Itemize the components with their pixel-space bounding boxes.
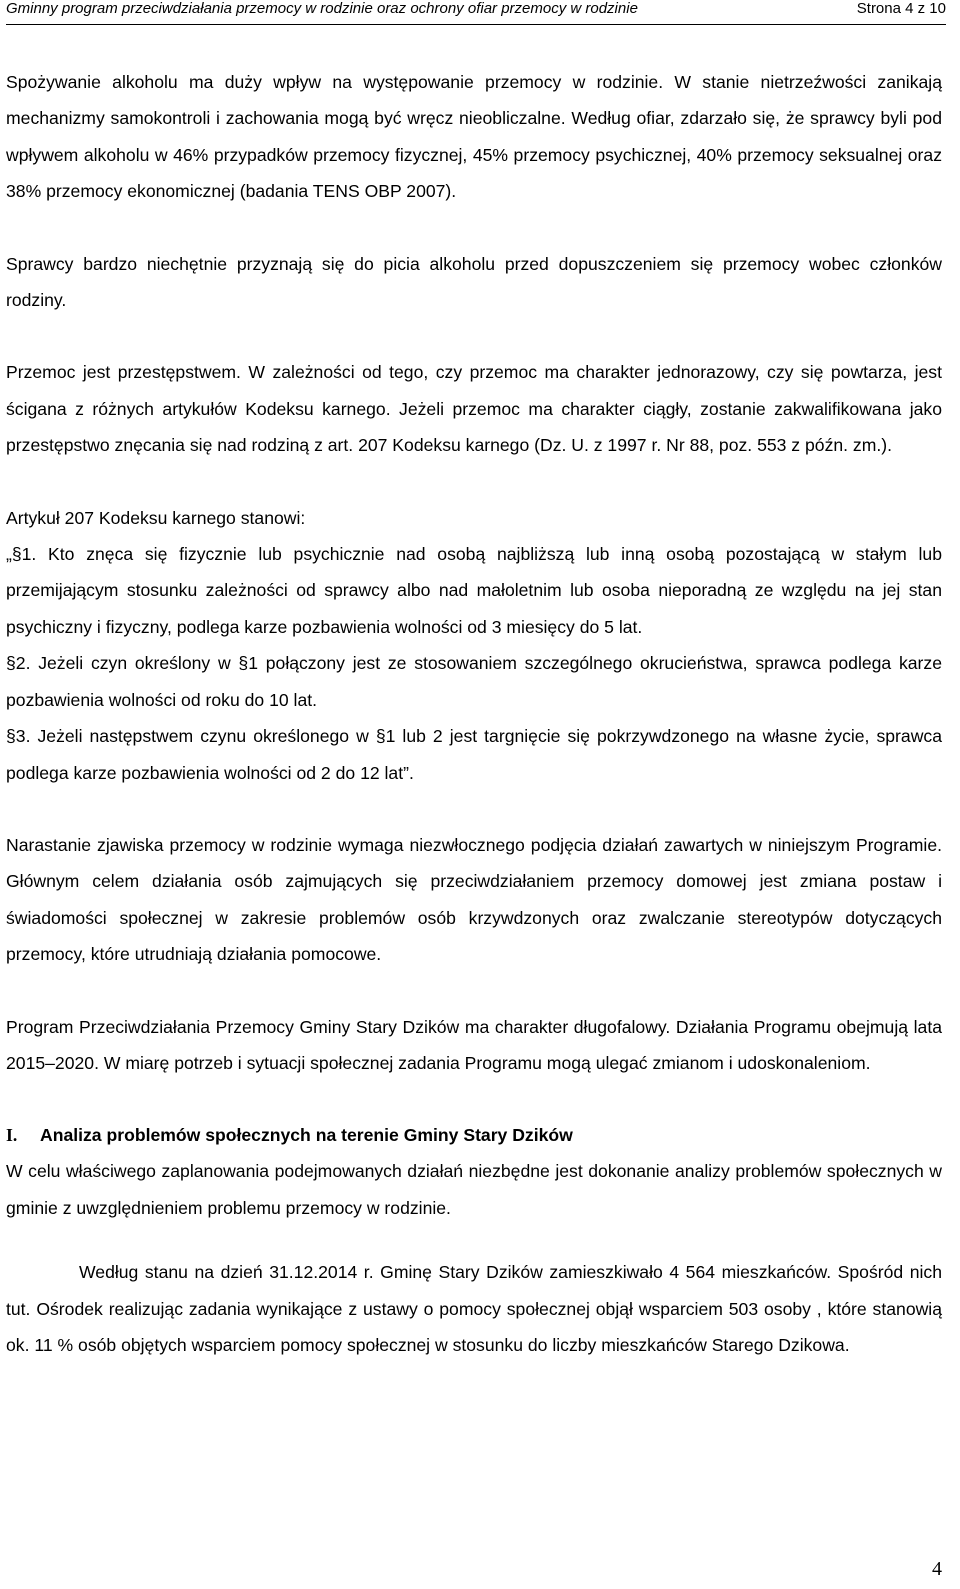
paragraph-crime: Przemoc jest przestępstwem. W zależności od tego, czy przemoc ma charakter jednorazowy, czy się powtarza, jest ścigana z różnych artykułów Kodeksu karnego. Jeżeli przemoc ma charakter ciągły, zostanie zakwalifikowana jako przestępstwo znęcania się nad rodziną z art. 207 Kodeksu karnego (Dz. U. z 1997 r. Nr 88, poz. 553 z późn. zm.). <box>6 362 942 456</box>
paragraph-alcohol: Spożywanie alkoholu ma duży wpływ na występowanie przemocy w rodzinie. W stanie nietrzeźwości zanikają mechanizmy samokontroli i zachowania mogą być wręcz nieobliczalne. Według ofiar, zdarzało się, że sprawcy byli pod wpływem alkoholu w 46% przypadków przemocy fizycznej, 45% przemocy psychicznej, 40% przemocy seksualnej oraz 38% przemocy ekonomicznej (badania TENS OBP 2007). <box>6 72 942 202</box>
paragraph-analysis: W celu właściwego zaplanowania podejmowanych działań niezbędne jest dokonanie analizy problemów społecznych w gminie z uwzględnieniem problemu przemocy w rodzinie. <box>6 1161 942 1218</box>
paragraph-program-duration: Program Przeciwdziałania Przemocy Gminy Stary Dzików ma charakter długofalowy. Działania Programu obejmują lata 2015–2020. W miarę potrzeb i sytuacji społecznej zadania Programu mogą ulegać zmianom i udoskonaleniom. <box>6 1016 942 1073</box>
page-header <box>6 0 946 25</box>
page-content <box>6 64 942 1363</box>
paragraph-article-section-1: „§1. Kto znęca się fizycznie lub psychicznie nad osobą najbliższą lub inną osobą pozostającą w stałym lub przemijającym stosunku zależności od sprawcy albo nad małoletnim lub osoba nieporadną ze względu na jej stan psychiczny i fizyczny, podlega karze pozbawienia wolności od 3 miesięcy do 5 lat. <box>6 544 942 637</box>
header-page-counter: Strona 4 z 10 <box>856 0 946 17</box>
paragraph-article-section-2: §2. Jeżeli czyn określony w §1 połączony jest ze stosowaniem szczególnego okrucieństwa, sprawca podlega karze pozbawienia wolności od roku do 10 lat. <box>6 653 942 710</box>
header-title: Gminny program przeciwdziałania przemocy w rodzinie oraz ochrony ofiar przemocy w rodzinie <box>6 0 638 17</box>
section-number: I. <box>6 1125 18 1146</box>
paragraph-perpetrators: Sprawcy bardzo niechętnie przyznają się do picia alkoholu przed dopuszczeniem się przemocy wobec członków rodziny. <box>6 253 942 311</box>
footer-page-number: 4 <box>932 1558 942 1580</box>
paragraph-population: Według stanu na dzień 31.12.2014 r. Gminę Stary Dzików zamieszkiwało 4 564 mieszkańców. Spośród nich tut. Ośrodek realizując zadania wynikające z ustawy o pomocy społecznej objął wsparciem 503 osoby , które stanowią ok. 11 % osób objętych wsparciem pomocy społecznej w stosunku do liczby mieszkańców Starego Dzikowa. <box>6 1262 942 1355</box>
paragraph-program-goal: Narastanie zjawiska przemocy w rodzinie wymaga niezwłocznego podjęcia działań zawartych w niniejszym Programie. Głównym celem działania osób zajmujących się przeciwdziałaniem przemocy domowej jest zmiana postaw i świadomości społecznej w zakresie problemów osób krzywdzonych oraz zwalczanie stereotypów dotyczących przemocy, które utrudniają działania pomocowe. <box>6 834 942 965</box>
section-heading <box>6 1117 942 1153</box>
section-title: Analiza problemów społecznych na terenie Gminy Stary Dzików <box>40 1125 573 1146</box>
paragraph-article-section-3: §3. Jeżeli następstwem czynu określonego w §1 lub 2 jest targnięcie się pokrzywdzonego na własne życie, sprawca podlega karze pozbawienia wolności od 2 do 12 lat”. <box>6 726 942 783</box>
paragraph-article-intro: Artykuł 207 Kodeksu karnego stanowi: <box>6 507 306 528</box>
